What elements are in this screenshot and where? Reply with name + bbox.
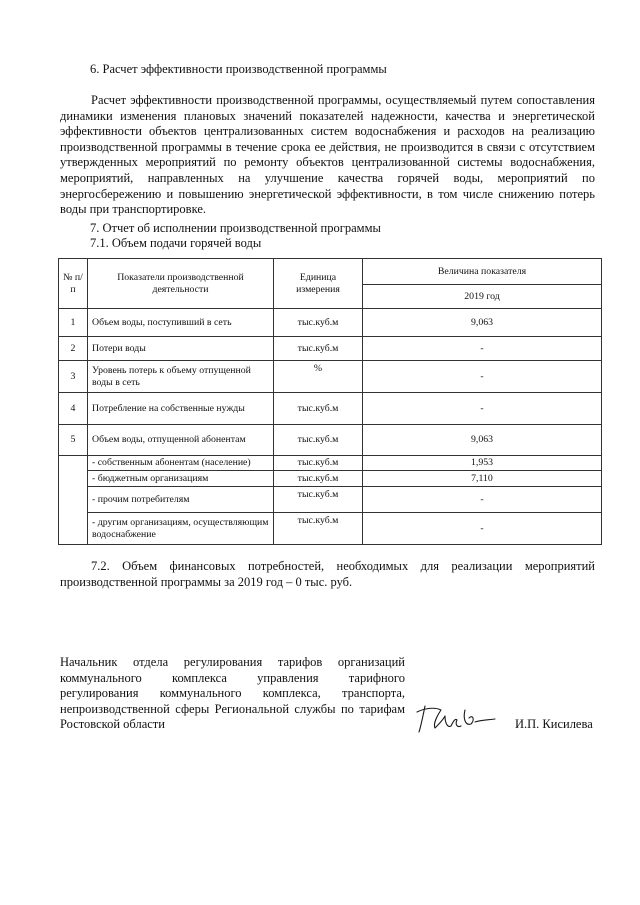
table-row — [59, 393, 602, 425]
handwritten-signature — [415, 698, 500, 738]
subrow-name: - бюджетным организациям — [88, 471, 274, 487]
subrow-value: - — [363, 513, 602, 545]
row-unit: % — [274, 361, 363, 393]
subrow-unit: тыс.куб.м — [274, 487, 363, 513]
table-subrow — [59, 471, 602, 487]
section-6-paragraph: Расчет эффективности производственной программы, осуществляемый путем сопоставления динамики изменения плановых значений показателей надежности, качества и энергетической эффективности объектов централизованных систем водоснабжения и расходов на реализацию производственной программы в течение срока ее действия, не производится в связи с отсутствием утвержденных мероприятий по ремонту объектов централизованной системы водоснабжения, мероприятий, направленных на улучшение качества горячей воды, мероприятий по энергосбережению и повышению энергетической эффективности, в том числе снижению потерь воды при транспортировке. — [60, 93, 595, 217]
row-num: 1 — [59, 309, 88, 337]
hot-water-volume-table — [58, 258, 602, 545]
row-num: 2 — [59, 337, 88, 361]
row-name: Потребление на собственные нужды — [88, 393, 274, 425]
row-name: Потери воды — [88, 337, 274, 361]
row-value: - — [363, 361, 602, 393]
table-subrow — [59, 487, 602, 513]
table-row — [59, 337, 602, 361]
section-7-1-heading: 7.1. Объем подачи горячей воды — [90, 236, 262, 250]
row-unit: тыс.куб.м — [274, 393, 363, 425]
table-subrow — [59, 456, 602, 471]
subrow-name: - прочим потребителям — [88, 487, 274, 513]
row-value: 9,063 — [363, 309, 602, 337]
header-num: № п/п — [59, 259, 88, 309]
section-6-heading: 6. Расчет эффективности производственной программы — [90, 62, 387, 76]
header-year: 2019 год — [363, 285, 602, 309]
header-value: Величина показателя — [363, 259, 602, 285]
row-unit: тыс.куб.м — [274, 337, 363, 361]
subrow-unit: тыс.куб.м — [274, 513, 363, 545]
subrow-unit: тыс.куб.м — [274, 456, 363, 471]
section-7-2-text: 7.2. Объем финансовых потребностей, необходимых для реализации мероприятий производственной программы за 2019 год – 0 тыс. руб. — [60, 559, 595, 589]
row-name: Объем воды, поступивший в сеть — [88, 309, 274, 337]
row-value: - — [363, 337, 602, 361]
row-value: - — [363, 393, 602, 425]
row-num: 3 — [59, 361, 88, 393]
row-num: 5 — [59, 425, 88, 456]
table-row — [59, 425, 602, 456]
row-value: 9,063 — [363, 425, 602, 456]
table-subrow — [59, 513, 602, 545]
subrow-name: - другим организациям, осуществляющим водоснабжение — [88, 513, 274, 545]
row-name: Уровень потерь к объему отпущенной воды в сеть — [88, 361, 274, 393]
signatory-position: Начальник отдела регулирования тарифов организаций коммунального комплекса управления тарифного регулирования коммунального комплекса, транспорта, непроизводственной сферы Региональной службы по тарифам Ростовской области — [60, 655, 405, 732]
header-indicator: Показатели производственной деятельности — [88, 259, 274, 309]
table-row — [59, 309, 602, 337]
header-unit: Единица измерения — [274, 259, 363, 309]
subrow-value: 1,953 — [363, 456, 602, 471]
subrow-value: 7,110 — [363, 471, 602, 487]
row-unit: тыс.куб.м — [274, 425, 363, 456]
subrow-unit: тыс.куб.м — [274, 471, 363, 487]
subrow-name: - собственным абонентам (население) — [88, 456, 274, 471]
subrow-num-empty — [59, 456, 88, 545]
signatory-name: И.П. Кисилева — [515, 717, 593, 731]
table-row — [59, 361, 602, 393]
row-name: Объем воды, отпущенной абонентам — [88, 425, 274, 456]
section-7-heading: 7. Отчет об исполнении производственной программы — [90, 221, 381, 235]
row-unit: тыс.куб.м — [274, 309, 363, 337]
row-num: 4 — [59, 393, 88, 425]
subrow-value: - — [363, 487, 602, 513]
